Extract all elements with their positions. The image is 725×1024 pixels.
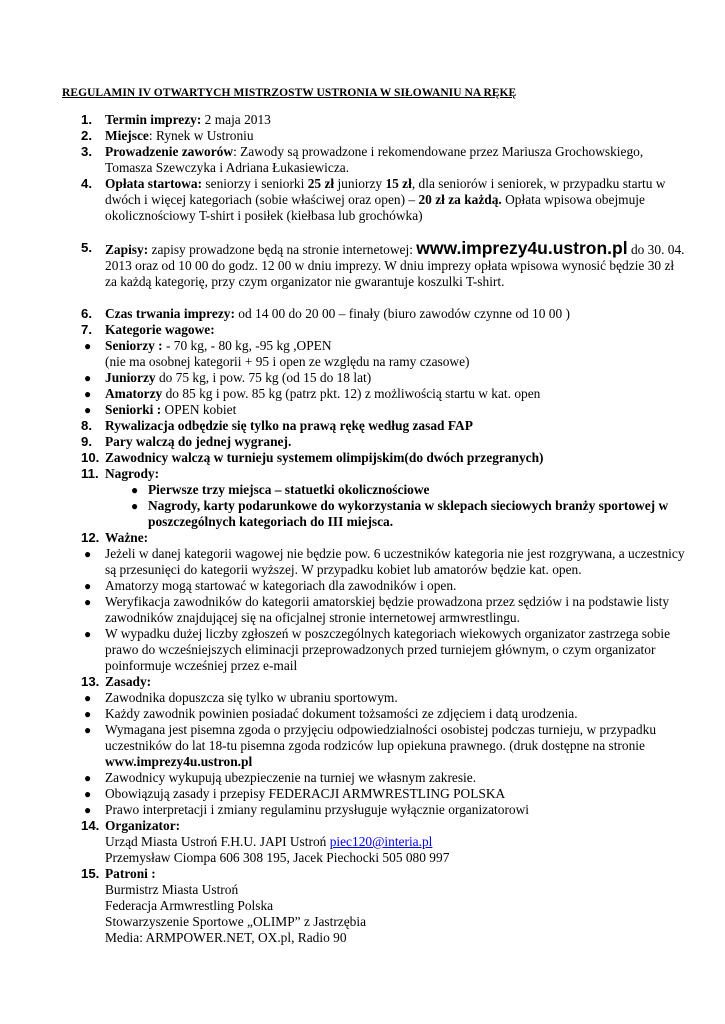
item-number: 14. — [81, 818, 100, 833]
important-text: Jeżeli w danej kategorii wagowej nie będzie pow. 6 uczestników kategoria nie jest rozgrywana, a uczestnicy są przesunięci do kategorii wyższej. W przypadku kobiet lub amatorów będzie kat. open. — [105, 546, 685, 577]
category-text: do 85 kg i pow. 85 kg (patrz pkt. 12) z możliwością startu w kat. open — [162, 386, 541, 401]
item-text: : Rynek w Ustroniu — [148, 128, 254, 143]
item-8 — [0, 418, 725, 434]
item-number: 7. — [81, 322, 92, 337]
item-label: Miejsce — [105, 128, 149, 143]
item-15 — [0, 866, 725, 882]
regulations-body — [0, 112, 725, 946]
organizer-line-2 — [0, 850, 725, 866]
item-2 — [0, 128, 725, 144]
category-text: do 75 kg, i pow. 75 kg (od 15 do 18 lat) — [155, 370, 372, 385]
item-label: Czas trwania imprezy: — [105, 306, 235, 321]
patron-2 — [0, 898, 725, 914]
item-text: Opłata wpisowa obejmuje okolicznościowy T-shirt i posiłek (kiełbasa lub grochówka) — [105, 192, 645, 223]
item-number: 5. — [81, 240, 92, 255]
bullet-icon: ● — [84, 339, 92, 353]
category-label: Seniorki : — [105, 402, 162, 417]
item-text: : Zawody są prowadzone i rekomendowane przez Mariusza Grochowskiego, Tomasza Szewczyka i Adriana Łukasiewicza. — [105, 144, 644, 175]
item-number: 15. — [81, 866, 100, 881]
prize-2 — [0, 498, 725, 530]
category-note — [0, 354, 725, 370]
rule-text: Zawodnicy wykupują ubezpieczenie na turniej we własnym zakresie. — [105, 770, 477, 785]
item-number: 9. — [81, 434, 92, 449]
item-text: Pary walczą do jednej wygranej. — [105, 434, 292, 449]
item-14 — [0, 818, 725, 834]
item-number: 6. — [81, 306, 92, 321]
bullet-icon: ● — [84, 707, 92, 721]
item-text: Zawodnicy walczą w turnieju systemem olimpijskim(do dwóch przegranych) — [105, 450, 544, 465]
bullet-icon: ● — [84, 547, 92, 561]
item-label: Termin imprezy: — [105, 112, 202, 127]
item-6 — [0, 306, 725, 322]
category-seniors — [0, 338, 725, 354]
item-text: 2 maja 2013 — [201, 112, 271, 127]
important-text: W wypadku dużej liczby zgłoszeń w poszczególnych kategoriach wiekowych organizator zastrzega sobie prawo do wcześniejszych eliminacji przeprowadzonych przed turniejem głównym, o czym organizator poinformuje wcześniej przez e-mail — [105, 626, 671, 673]
item-text: , dla seniorów i seniorek, w przypadku startu w dwóch i więcej kategoriach (sobie właściwej oraz open) – — [105, 176, 666, 207]
item-9 — [0, 434, 725, 450]
rule-text: Zawodnika dopuszcza się tylko w ubraniu sportowym. — [105, 690, 398, 705]
category-text: - 70 kg, - 80 kg, -95 kg ,OPEN — [162, 338, 332, 353]
item-number: 13. — [81, 674, 100, 689]
bullet-icon: ● — [84, 371, 92, 385]
bullet-icon: ● — [84, 771, 92, 785]
prize-text: Pierwsze trzy miejsca – statuetki okolicznościowe — [148, 482, 430, 497]
item-number: 12. — [81, 530, 100, 545]
item-13 — [0, 674, 725, 690]
website-link[interactable]: www.imprezy4u.ustron.pl — [416, 238, 628, 258]
rule-text: Obowiązują zasady i przepisy FEDERACJI ARMWRESTLING POLSKA — [105, 786, 506, 801]
bullet-icon: ● — [131, 483, 139, 497]
item-text: seniorzy i seniorki — [202, 176, 308, 191]
fee-extra: 20 zł za każdą. — [418, 192, 502, 207]
category-text: OPEN kobiet — [161, 402, 237, 417]
prize-1 — [0, 482, 725, 498]
rule-4 — [0, 770, 725, 786]
item-10 — [0, 450, 725, 466]
item-text: Rywalizacja odbędzie się tylko na prawą rękę według zasad FAP — [105, 418, 473, 433]
item-text: do 30. 04. 2013 oraz od 10 00 do godz. 12 00 w dniu imprezy. W dniu imprezy opłata wpisowa wynosić będzie 30 zł za każdą kategorię, przy czym organizator nie gwarantuje koszulki T-shirt. — [105, 242, 685, 289]
organizer-text: Przemysław Ciompa 606 308 195, Jacek Piechocki 505 080 997 — [105, 850, 450, 865]
patron-1 — [0, 882, 725, 898]
rule-text: Prawo interpretacji i zmiany regulaminu przysługuje wyłącznie organizatorowi — [105, 802, 530, 817]
item-text: od 14 00 do 20 00 – finały (biuro zawodów czynne od 10 00 ) — [234, 306, 570, 321]
item-number: 10. — [81, 450, 100, 465]
email-link[interactable]: piec120@interia.pl — [329, 834, 433, 849]
bullet-icon: ● — [84, 787, 92, 801]
category-label: Seniorzy : — [105, 338, 163, 353]
item-text: juniorzy — [334, 176, 386, 191]
organizer-line-1 — [0, 834, 725, 850]
item-1 — [0, 112, 725, 128]
item-label: Zapisy: — [105, 242, 149, 257]
bullet-icon: ● — [84, 595, 92, 609]
spacer — [0, 290, 725, 306]
patron-text: Media: ARMPOWER.NET, OX.pl, Radio 90 — [105, 930, 347, 945]
bullet-icon: ● — [84, 691, 92, 705]
prize-text: Nagrody, karty podarunkowe do wykorzystania w sklepach sieciowych branży sportowej w poszczególnych kategoriach do III miejsca. — [148, 498, 669, 529]
fee-junior: 15 zł — [385, 176, 412, 191]
website-link[interactable]: www.imprezy4u.ustron.pl — [105, 754, 253, 769]
rule-text: Każdy zawodnik powinien posiadać dokument tożsamości ze zdjęciem i datą urodzenia. — [105, 706, 578, 721]
rule-6 — [0, 802, 725, 818]
organizer-text: Urząd Miasta Ustroń F.H.U. JAPI Ustroń — [105, 834, 330, 849]
rule-2 — [0, 706, 725, 722]
important-text: Weryfikacja zawodników do kategorii amatorskiej będzie prowadzona przez sędziów i na podstawie listy zawodników znajdującej się na oficjalnej stronie internetowej armwrestlingu. — [105, 594, 670, 625]
category-label: Juniorzy — [105, 370, 156, 385]
item-4 — [0, 176, 725, 224]
item-number: 3. — [81, 144, 92, 159]
bullet-icon: ● — [84, 723, 92, 737]
bullet-icon: ● — [84, 387, 92, 401]
item-number: 2. — [81, 128, 92, 143]
patron-3 — [0, 914, 725, 930]
item-12 — [0, 530, 725, 546]
bullet-icon: ● — [84, 403, 92, 417]
item-text: Zasady: — [105, 674, 152, 689]
category-amateurs — [0, 386, 725, 402]
rule-3 — [0, 722, 725, 770]
item-number: 1. — [81, 112, 92, 127]
item-label: Opłata startowa: — [105, 176, 203, 191]
important-2 — [0, 578, 725, 594]
category-juniors — [0, 370, 725, 386]
category-women — [0, 402, 725, 418]
bullet-icon: ● — [131, 499, 139, 513]
important-text: Amatorzy mogą startować w kategoriach dla zawodników i open. — [105, 578, 457, 593]
item-number: 11. — [81, 466, 99, 481]
important-4 — [0, 626, 725, 674]
item-number: 4. — [81, 176, 92, 191]
rule-1 — [0, 690, 725, 706]
rule-5 — [0, 786, 725, 802]
category-note-text: (nie ma osobnej kategorii + 95 i open ze względu na ramy czasowe) — [105, 354, 470, 369]
patron-4 — [0, 930, 725, 946]
patron-text: Federacja Armwrestling Polska — [105, 898, 274, 913]
fee-senior: 25 zł — [307, 176, 335, 191]
item-text: Nagrody: — [105, 466, 160, 481]
item-number: 8. — [81, 418, 92, 433]
important-1 — [0, 546, 725, 578]
bullet-icon: ● — [84, 627, 92, 641]
item-11 — [0, 466, 725, 482]
important-3 — [0, 594, 725, 626]
item-7 — [0, 322, 725, 338]
page-title: REGULAMIN IV OTWARTYCH MISTRZOSTW USTRONIA W SIŁOWANIU NA RĘKĘ — [62, 87, 517, 99]
patron-text: Burmistrz Miasta Ustroń — [105, 882, 239, 897]
patron-text: Stowarzyszenie Sportowe „OLIMP” z Jastrzębia — [105, 914, 367, 929]
category-label: Amatorzy — [105, 386, 163, 401]
item-5 — [0, 240, 725, 290]
item-text: Patroni : — [105, 866, 156, 881]
item-label: Kategorie wagowe: — [105, 322, 215, 337]
item-text: Organizator: — [105, 818, 181, 833]
item-text: zapisy prowadzone będą na stronie internetowej: — [148, 242, 417, 257]
item-3 — [0, 144, 725, 176]
bullet-icon: ● — [84, 579, 92, 593]
bullet-icon: ● — [84, 803, 92, 817]
item-text: Ważne: — [105, 530, 149, 545]
rule-text: Wymagana jest pisemna zgoda o przyjęciu odpowiedzialności osobistej podczas turnieju, w przypadku uczestników do lat 18-tu pisemna zgoda rodziców lup opiekuna prawnego. (druk dostępne na stronie — [105, 722, 657, 753]
item-label: Prowadzenie zaworów — [105, 144, 234, 159]
